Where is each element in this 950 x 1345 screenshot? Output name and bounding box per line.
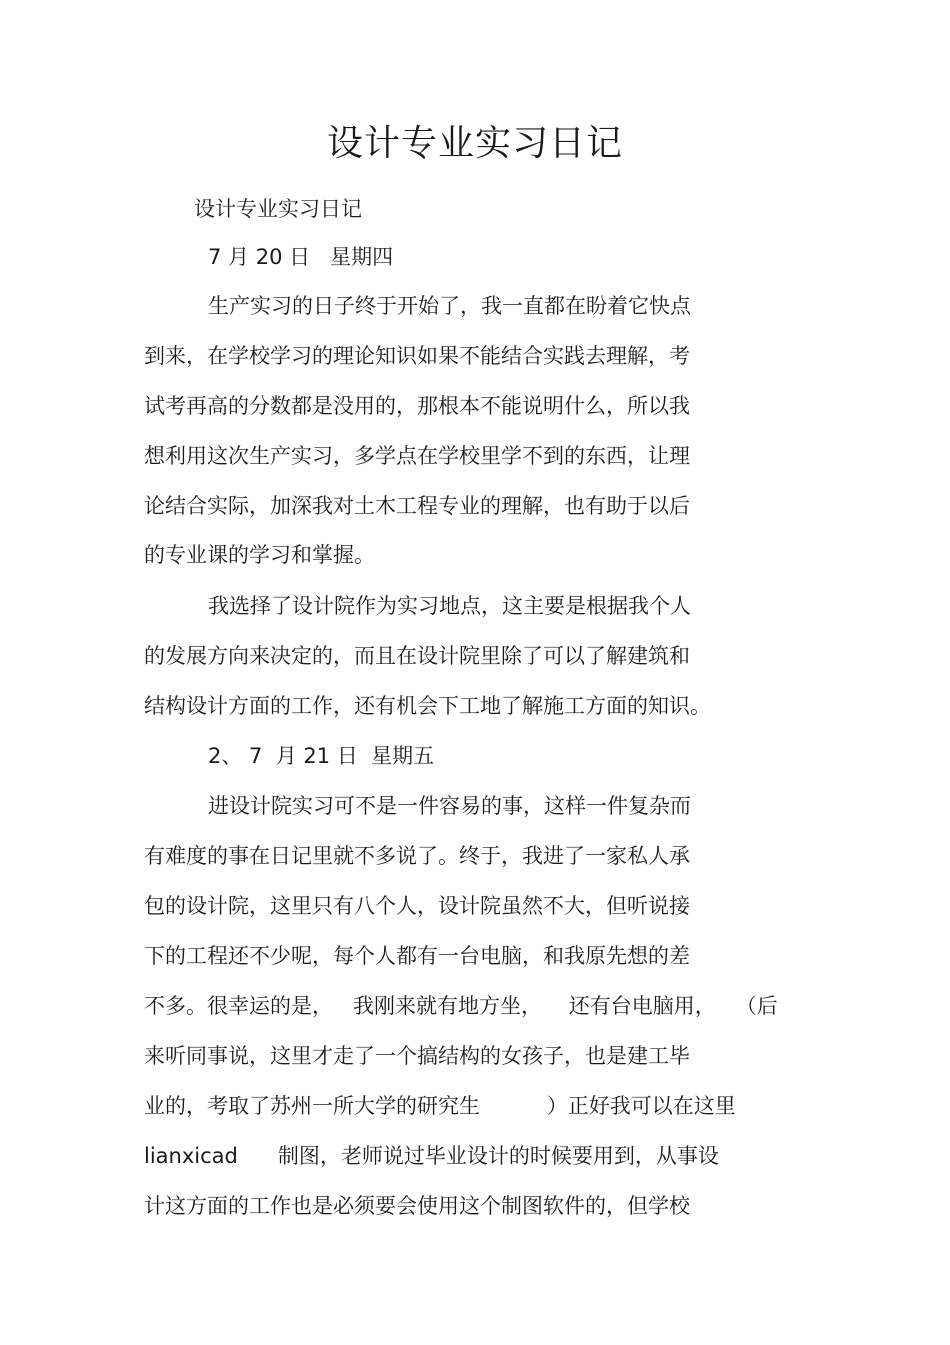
paragraph-line: 生产实习的日子终于开始了，我一直都在盼着它快点 [208, 294, 691, 318]
paragraph-line: 下的工程还不少呢，每个人都有一台电脑，和我原先想的差 [144, 944, 690, 968]
date-line: 2、 7 月 21 日 星期五 [208, 744, 435, 768]
subtitle-line: 设计专业实习日记 [194, 197, 362, 221]
paragraph-line: 的专业课的学习和掌握。 [144, 543, 375, 567]
paragraph-line: 来听同事说，这里才走了一个搞结构的女孩子，也是建工毕 [144, 1044, 690, 1068]
paragraph-line: 的发展方向来决定的，而且在设计院里除了可以了解建筑和 [144, 644, 690, 668]
paragraph-line: 到来，在学校学习的理论知识如果不能结合实践去理解，考 [144, 344, 690, 368]
document-title: 设计专业实习日记 [326, 123, 623, 164]
paragraph-line: 我选择了设计院作为实习地点，这主要是根据我个人 [208, 594, 691, 618]
paragraph-line: 业的，考取了苏州一所大学的研究生 ）正好我可以在这里 [144, 1094, 736, 1118]
paragraph-line: 进设计院实习可不是一件容易的事，这样一件复杂而 [208, 794, 691, 818]
paragraph-line: 试考再高的分数都是没用的，那根本不能说明什么，所以我 [144, 394, 690, 418]
paragraph-line: 不多。很幸运的是， 我刚来就有地方坐， 还有台电脑用， （后 [144, 994, 778, 1018]
paragraph-line: 想利用这次生产实习，多学点在学校里学不到的东西，让理 [144, 444, 690, 468]
paragraph-line: 包的设计院，这里只有八个人，设计院虽然不大，但听说接 [144, 894, 690, 918]
date-line: 7 月 20 日 星期四 [208, 245, 394, 269]
paragraph-line: lianxicad 制图，老师说过毕业设计的时候要用到，从事设 [144, 1144, 719, 1168]
paragraph-line: 论结合实际，加深我对土木工程专业的理解，也有助于以后 [144, 494, 690, 518]
paragraph-line: 计这方面的工作也是必须要会使用这个制图软件的，但学校 [144, 1194, 690, 1218]
paragraph-line: 结构设计方面的工作，还有机会下工地了解施工方面的知识。 [144, 694, 711, 718]
paragraph-line: 有难度的事在日记里就不多说了。终于，我进了一家私人承 [144, 844, 690, 868]
